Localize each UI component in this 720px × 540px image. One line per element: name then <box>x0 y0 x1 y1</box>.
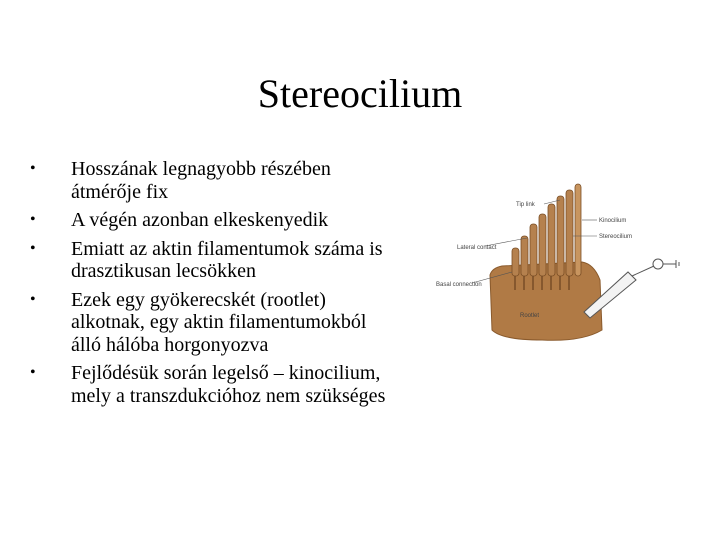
label-kinocilium: Kinocilium <box>599 218 627 224</box>
label-rootlet: Rootlet <box>520 313 540 319</box>
bullet-dot-icon: • <box>30 160 36 177</box>
stereocilium-diagram <box>432 180 692 350</box>
bullet-text: Fejlődésük során legelső – kinocilium, mely a transzdukcióhoz nem szükséges <box>71 362 386 407</box>
bullet-dot-icon: • <box>30 239 36 257</box>
stereocilium-shape <box>539 214 546 276</box>
bullet-dot-icon: • <box>30 290 36 308</box>
label-basal-connection: Basal connection <box>436 282 482 288</box>
label-stereocilium: Stereocilium <box>599 234 633 240</box>
bullet-item <box>30 238 400 283</box>
stereocilium-shape <box>566 190 573 276</box>
label-lateral-contact: Lateral contact <box>457 245 497 251</box>
stereocilium-shape <box>521 236 528 276</box>
bullet-item <box>30 289 400 357</box>
bullet-dot-icon: • <box>30 211 36 228</box>
bullet-item <box>30 209 400 232</box>
label-tip-link: Tip link <box>516 202 535 208</box>
bullet-item <box>30 362 400 407</box>
bullet-dot-icon: • <box>30 364 36 381</box>
bullet-list <box>30 158 400 413</box>
bullet-text: A végén azonban elkeskenyedik <box>71 209 329 231</box>
stereocilium-shape <box>512 248 519 276</box>
bullet-text: Emiatt az aktin filamentumok száma is drasztikusan lecsökken <box>71 237 383 282</box>
stereocilium-shape <box>548 204 555 276</box>
slide-title: Stereocilium <box>257 71 463 116</box>
bullet-item <box>30 158 400 203</box>
kinocilium-shape <box>575 184 581 276</box>
stereocilium-shape <box>557 196 564 276</box>
stereocilium-shape <box>530 224 537 276</box>
bullet-text: Ezek egy gyökerecskét (rootlet) alkotnak, egy aktin filamentumokból álló hálóba horgonyozva <box>71 288 367 356</box>
bullet-text: Hosszának legnagyobb részében átmérője fix <box>71 158 331 203</box>
